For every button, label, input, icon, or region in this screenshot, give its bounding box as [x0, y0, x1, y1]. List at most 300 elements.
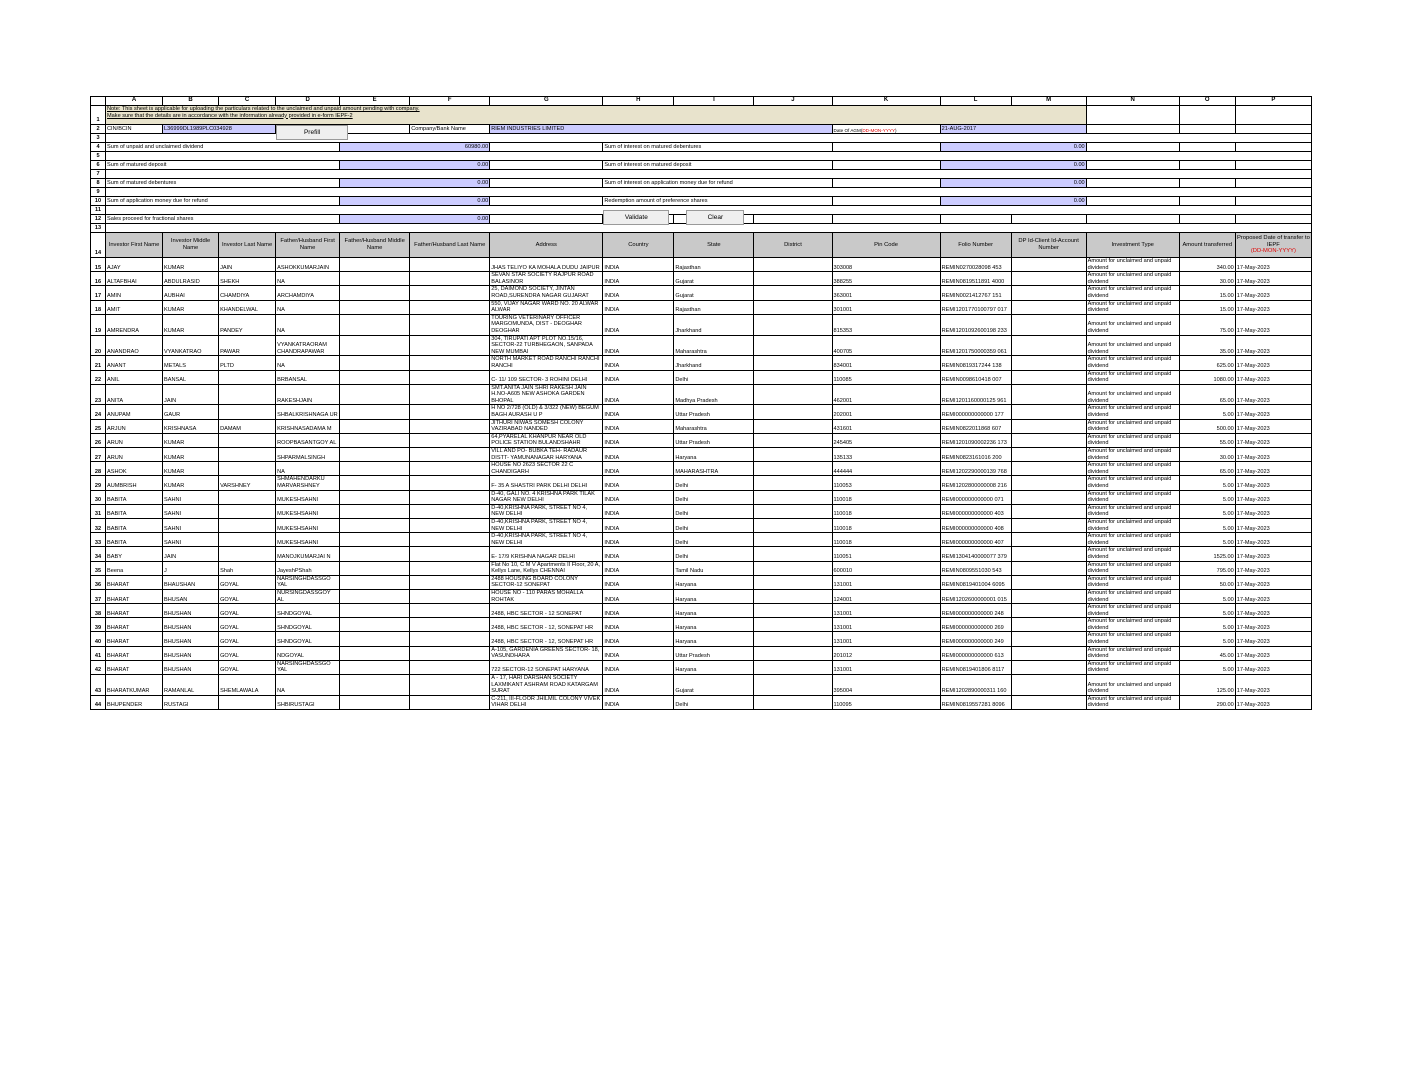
cell-folio-number[interactable]: REMI1304140000077 379	[940, 547, 1011, 561]
cell-investment-type[interactable]: Amount for unclaimed and unpaid dividend	[1086, 504, 1179, 518]
cell-proposed-date[interactable]: 17-May-2023	[1235, 695, 1311, 709]
row-number[interactable]: 10	[91, 197, 106, 206]
header-investment-type[interactable]: Investment Type	[1086, 233, 1179, 258]
row-number[interactable]: 21	[91, 356, 106, 370]
cell-pin-code[interactable]: 110018	[832, 504, 940, 518]
cell-amount-transferred[interactable]: 35.00	[1179, 335, 1235, 356]
cell-proposed-date[interactable]: 17-May-2023	[1235, 286, 1311, 300]
row-number[interactable]: 18	[91, 300, 106, 314]
cell-state[interactable]: Haryana	[674, 575, 754, 589]
cell-amount-transferred[interactable]: 75.00	[1179, 314, 1235, 335]
cell-father-first-name[interactable]: SHBALKRISHNAGA UR	[276, 405, 340, 419]
cell-investment-type[interactable]: Amount for unclaimed and unpaid dividend	[1086, 646, 1179, 660]
blank-row[interactable]	[106, 188, 1312, 197]
row-number[interactable]: 31	[91, 504, 106, 518]
cell-pin-code[interactable]: 431601	[832, 419, 940, 433]
cell-investor-first-name[interactable]: BHARAT	[106, 632, 163, 646]
cell[interactable]	[1179, 143, 1235, 152]
cell-father-first-name[interactable]: BRBANSAL	[276, 370, 340, 384]
row-number[interactable]: 36	[91, 575, 106, 589]
cell[interactable]	[1086, 197, 1179, 206]
cell-amount-transferred[interactable]: 5.00	[1179, 518, 1235, 532]
cell-address[interactable]: SEVAN STAR SOCIETY RAJPUR ROAD BALASINOR	[490, 272, 603, 286]
cell-father-last-name[interactable]	[410, 547, 490, 561]
row-number[interactable]: 41	[91, 646, 106, 660]
cell[interactable]	[1086, 143, 1179, 152]
cell[interactable]	[1235, 161, 1311, 170]
cell-investor-middle-name[interactable]: BHUSHAN	[163, 660, 219, 674]
cell-district[interactable]	[754, 675, 832, 696]
cell-investor-first-name[interactable]: ARUN	[106, 448, 163, 462]
header-amount-transferred[interactable]: Amount transferred	[1179, 233, 1235, 258]
cell-investor-first-name[interactable]: AUMBRISH	[106, 476, 163, 490]
cell-investor-middle-name[interactable]: RAMANLAL	[163, 675, 219, 696]
column-header[interactable]: E	[340, 97, 410, 106]
cell-investor-last-name[interactable]: KHANDELWAL	[219, 300, 276, 314]
cell-dp-client-id[interactable]	[1011, 405, 1086, 419]
cell-address[interactable]: JITHURI NIWAS SOMESH COLONY VAZIRABAD NANDED	[490, 419, 603, 433]
cell-pin-code[interactable]: 110095	[832, 695, 940, 709]
cell-father-first-name[interactable]: SHBIRUSTAGI	[276, 695, 340, 709]
cell-investor-last-name[interactable]: GOYAL	[219, 604, 276, 618]
cell-investment-type[interactable]: Amount for unclaimed and unpaid dividend	[1086, 675, 1179, 696]
cin-input[interactable]: L36999DL1989PLC034928	[163, 125, 276, 134]
cell-dp-client-id[interactable]	[1011, 433, 1086, 447]
cell-address[interactable]: HOUSE NO 2623 SECTOR 22 C CHANDIGARH	[490, 462, 603, 476]
cell-investor-last-name[interactable]	[219, 448, 276, 462]
cell-amount-transferred[interactable]: 30.00	[1179, 448, 1235, 462]
cell-amount-transferred[interactable]: 290.00	[1179, 695, 1235, 709]
cell-investor-last-name[interactable]: JAIN	[219, 258, 276, 272]
cell-dp-client-id[interactable]	[1011, 314, 1086, 335]
cell[interactable]	[1235, 106, 1311, 125]
cell-folio-number[interactable]: REMIN0819511891 4000	[940, 272, 1011, 286]
cell-country[interactable]: INDIA	[603, 448, 674, 462]
cell-father-middle-name[interactable]	[340, 675, 410, 696]
row-number[interactable]: 14	[91, 233, 106, 258]
cell-investor-first-name[interactable]: ARUN	[106, 433, 163, 447]
row-number[interactable]: 7	[91, 170, 106, 179]
cell-investor-last-name[interactable]: GOYAL	[219, 575, 276, 589]
cell-folio-number[interactable]: REMI1202800000008 216	[940, 476, 1011, 490]
cell-dp-client-id[interactable]	[1011, 575, 1086, 589]
cell-investment-type[interactable]: Amount for unclaimed and unpaid dividend	[1086, 618, 1179, 632]
cell-pin-code[interactable]: 201012	[832, 646, 940, 660]
cell-dp-client-id[interactable]	[1011, 272, 1086, 286]
cell-proposed-date[interactable]: 17-May-2023	[1235, 462, 1311, 476]
cell-address[interactable]: 550, VIJAY NAGAR WARD NO. 20 ALWAR ALWAR	[490, 300, 603, 314]
cell-amount-transferred[interactable]: 5.00	[1179, 589, 1235, 603]
cell-investor-first-name[interactable]: AMIN	[106, 286, 163, 300]
cell-district[interactable]	[754, 547, 832, 561]
blank-row[interactable]	[106, 152, 1312, 161]
header-state[interactable]: State	[674, 233, 754, 258]
cell-father-middle-name[interactable]	[340, 370, 410, 384]
cell[interactable]	[1086, 106, 1179, 125]
cell-investor-middle-name[interactable]: RUSTAGI	[163, 695, 219, 709]
sum-interest-deposit-value[interactable]: 0.00	[940, 161, 1086, 170]
cell-investor-first-name[interactable]: ASHOK	[106, 462, 163, 476]
cell-father-middle-name[interactable]	[340, 547, 410, 561]
cell-address[interactable]: D-40,KRISHNA PARK, STREET NO 4, NEW DELHI	[490, 504, 603, 518]
cell-country[interactable]: INDIA	[603, 300, 674, 314]
cell-dp-client-id[interactable]	[1011, 258, 1086, 272]
cell-district[interactable]	[754, 448, 832, 462]
sum-interest-debentures-value[interactable]: 0.00	[940, 143, 1086, 152]
cell-investor-first-name[interactable]: BHARAT	[106, 604, 163, 618]
cell-father-last-name[interactable]	[410, 604, 490, 618]
row-number[interactable]: 40	[91, 632, 106, 646]
header-district[interactable]: District	[754, 233, 832, 258]
cell-district[interactable]	[754, 490, 832, 504]
cell-folio-number[interactable]: REMI000000000000 407	[940, 533, 1011, 547]
cell-father-last-name[interactable]	[410, 646, 490, 660]
cell-dp-client-id[interactable]	[1011, 286, 1086, 300]
cell-investor-last-name[interactable]: PAWAR	[219, 335, 276, 356]
row-number[interactable]: 30	[91, 490, 106, 504]
cell-state[interactable]: Delhi	[674, 695, 754, 709]
cell-district[interactable]	[754, 300, 832, 314]
cell-father-last-name[interactable]	[410, 356, 490, 370]
cell-investment-type[interactable]: Amount for unclaimed and unpaid dividend	[1086, 405, 1179, 419]
cell-father-first-name[interactable]: NA	[276, 300, 340, 314]
cell-father-last-name[interactable]	[410, 518, 490, 532]
cell-investor-first-name[interactable]: BABITA	[106, 490, 163, 504]
cell-proposed-date[interactable]: 17-May-2023	[1235, 370, 1311, 384]
cell-address[interactable]: 2488 HOUSING BOARD COLONY SECTOR-12 SONEPAT	[490, 575, 603, 589]
cell-investor-first-name[interactable]: ANIL	[106, 370, 163, 384]
cell[interactable]	[832, 143, 940, 152]
cell-folio-number[interactable]: REMIN0021412767 151	[940, 286, 1011, 300]
cell-address[interactable]: 2488, HBC SECTOR - 12 SONEPAT	[490, 604, 603, 618]
row-number[interactable]: 13	[91, 224, 106, 233]
cell-folio-number[interactable]: REMIN0819557281 8096	[940, 695, 1011, 709]
cell-dp-client-id[interactable]	[1011, 618, 1086, 632]
cell-folio-number[interactable]: REMI000000000000 248	[940, 604, 1011, 618]
cell-father-last-name[interactable]	[410, 476, 490, 490]
cell-father-first-name[interactable]: MUKESHSAHNI	[276, 518, 340, 532]
column-header[interactable]: L	[940, 97, 1011, 106]
cell-father-last-name[interactable]	[410, 632, 490, 646]
cell-investor-last-name[interactable]: VARSHNEY	[219, 476, 276, 490]
header-investor-middle-name[interactable]: Investor Middle Name	[163, 233, 219, 258]
cell-state[interactable]: Madhya Pradesh	[674, 384, 754, 405]
cell-father-middle-name[interactable]	[340, 462, 410, 476]
agm-date-input[interactable]: 21-AUG-2017	[940, 125, 1086, 134]
cell-country[interactable]: INDIA	[603, 419, 674, 433]
cell-investment-type[interactable]: Amount for unclaimed and unpaid dividend	[1086, 490, 1179, 504]
cell[interactable]	[1235, 215, 1311, 224]
redemption-preference-value[interactable]: 0.00	[940, 197, 1086, 206]
column-header[interactable]: K	[832, 97, 940, 106]
cell-pin-code[interactable]: 301001	[832, 300, 940, 314]
cell-folio-number[interactable]: REMI1202600000001 015	[940, 589, 1011, 603]
cell-father-middle-name[interactable]	[340, 300, 410, 314]
sum-matured-debentures-value[interactable]: 0.00	[340, 179, 490, 188]
cell-state[interactable]: Jharkhand	[674, 314, 754, 335]
row-number[interactable]: 37	[91, 589, 106, 603]
cell-amount-transferred[interactable]: 5.00	[1179, 533, 1235, 547]
cell-father-first-name[interactable]: MUKESHSAHNI	[276, 504, 340, 518]
cell-investor-last-name[interactable]: PLTD	[219, 356, 276, 370]
cell-folio-number[interactable]: REMI1202290000139 768	[940, 462, 1011, 476]
cell-state[interactable]: Uttar Pradesh	[674, 433, 754, 447]
header-investor-last-name[interactable]: Investor Last Name	[219, 233, 276, 258]
cell-father-middle-name[interactable]	[340, 286, 410, 300]
cell-father-middle-name[interactable]	[340, 433, 410, 447]
cell-father-first-name[interactable]: NA	[276, 356, 340, 370]
cell-state[interactable]: Delhi	[674, 370, 754, 384]
cell-dp-client-id[interactable]	[1011, 589, 1086, 603]
cell-investor-first-name[interactable]: Beena	[106, 561, 163, 575]
cell-pin-code[interactable]: 124001	[832, 589, 940, 603]
cell-folio-number[interactable]: REMI000000000000 249	[940, 632, 1011, 646]
cell-address[interactable]: TOURING VETERINARY OFFICER MARGOMUNDA, DIST - DEOGHAR DEOGHAR	[490, 314, 603, 335]
cell[interactable]	[1086, 161, 1179, 170]
cell[interactable]	[490, 215, 603, 224]
corner-cell[interactable]	[91, 97, 106, 106]
cell-dp-client-id[interactable]	[1011, 356, 1086, 370]
cell-investor-middle-name[interactable]: JAIN	[163, 547, 219, 561]
cell-father-last-name[interactable]	[410, 618, 490, 632]
row-number[interactable]: 2	[91, 125, 106, 134]
column-header[interactable]: B	[163, 97, 219, 106]
cell-proposed-date[interactable]: 17-May-2023	[1235, 547, 1311, 561]
cell-proposed-date[interactable]: 17-May-2023	[1235, 561, 1311, 575]
cell-amount-transferred[interactable]: 125.00	[1179, 675, 1235, 696]
cell-father-last-name[interactable]	[410, 448, 490, 462]
company-name-input[interactable]: RIEM INDUSTRIES LIMITED	[490, 125, 832, 134]
row-number[interactable]: 32	[91, 518, 106, 532]
cell-country[interactable]: INDIA	[603, 604, 674, 618]
cell-amount-transferred[interactable]: 5.00	[1179, 660, 1235, 674]
cell-investor-middle-name[interactable]: AUBHAI	[163, 286, 219, 300]
cell-amount-transferred[interactable]: 1080.00	[1179, 370, 1235, 384]
cell-country[interactable]: INDIA	[603, 589, 674, 603]
cell-state[interactable]: Haryana	[674, 660, 754, 674]
cell-pin-code[interactable]: 110085	[832, 370, 940, 384]
cell-pin-code[interactable]: 131001	[832, 575, 940, 589]
cell-pin-code[interactable]: 110053	[832, 476, 940, 490]
cell-proposed-date[interactable]: 17-May-2023	[1235, 604, 1311, 618]
cell[interactable]	[1235, 125, 1311, 134]
cell-investor-last-name[interactable]: SHEMLAWALA	[219, 675, 276, 696]
cell-investor-first-name[interactable]: BHARATKUMAR	[106, 675, 163, 696]
cell-state[interactable]: Uttar Pradesh	[674, 405, 754, 419]
cell-father-last-name[interactable]	[410, 286, 490, 300]
cell-investment-type[interactable]: Amount for unclaimed and unpaid dividend	[1086, 660, 1179, 674]
cell[interactable]	[1011, 215, 1086, 224]
cell-pin-code[interactable]: 388255	[832, 272, 940, 286]
cell-country[interactable]: INDIA	[603, 618, 674, 632]
cell-country[interactable]: INDIA	[603, 504, 674, 518]
cell-investor-middle-name[interactable]: KUMAR	[163, 476, 219, 490]
cell-pin-code[interactable]: 110018	[832, 533, 940, 547]
cell-father-last-name[interactable]	[410, 504, 490, 518]
cell[interactable]	[1235, 179, 1311, 188]
cell-dp-client-id[interactable]	[1011, 462, 1086, 476]
cell-proposed-date[interactable]: 17-May-2023	[1235, 433, 1311, 447]
cell-pin-code[interactable]: 110051	[832, 547, 940, 561]
cell-proposed-date[interactable]: 17-May-2023	[1235, 660, 1311, 674]
cell-amount-transferred[interactable]: 5.00	[1179, 604, 1235, 618]
cell-proposed-date[interactable]: 17-May-2023	[1235, 618, 1311, 632]
column-header[interactable]: F	[410, 97, 490, 106]
cell-investor-middle-name[interactable]: BHAUSHAN	[163, 575, 219, 589]
cell-investor-first-name[interactable]: ANITA	[106, 384, 163, 405]
cell-address[interactable]: C- 11/ 109 SECTOR- 3 ROHINI DELHI	[490, 370, 603, 384]
cell-investor-last-name[interactable]: GOYAL	[219, 618, 276, 632]
cell-father-middle-name[interactable]	[340, 533, 410, 547]
validate-button[interactable]: Validate	[603, 210, 669, 225]
cell-district[interactable]	[754, 589, 832, 603]
column-header[interactable]: H	[603, 97, 674, 106]
prefill-button[interactable]: Prefill	[276, 125, 348, 140]
cell-country[interactable]: INDIA	[603, 533, 674, 547]
cell-father-last-name[interactable]	[410, 370, 490, 384]
cell-proposed-date[interactable]: 17-May-2023	[1235, 476, 1311, 490]
cell-dp-client-id[interactable]	[1011, 646, 1086, 660]
cell-father-first-name[interactable]: KRISHNASADAMA M	[276, 419, 340, 433]
cell-dp-client-id[interactable]	[1011, 419, 1086, 433]
cell[interactable]	[1086, 215, 1179, 224]
cell-pin-code[interactable]: 444444	[832, 462, 940, 476]
cell-dp-client-id[interactable]	[1011, 370, 1086, 384]
cell-father-first-name[interactable]: RAKESHJAIN	[276, 384, 340, 405]
cell-investor-first-name[interactable]: ANANDRAO	[106, 335, 163, 356]
cell-amount-transferred[interactable]: 45.00	[1179, 646, 1235, 660]
cell-country[interactable]: INDIA	[603, 462, 674, 476]
header-father-middle-name[interactable]: Father/Husband Middle Name	[340, 233, 410, 258]
cell-investor-middle-name[interactable]: BHUSAN	[163, 589, 219, 603]
cell-father-middle-name[interactable]	[340, 504, 410, 518]
cell-investor-first-name[interactable]: BHARAT	[106, 589, 163, 603]
cell-investor-middle-name[interactable]: METALS	[163, 356, 219, 370]
row-number[interactable]: 9	[91, 188, 106, 197]
cell-pin-code[interactable]: 131001	[832, 604, 940, 618]
cell-address[interactable]: HOUSE NO - 110 PARAS MOHALLA ROHTAK	[490, 589, 603, 603]
cell-district[interactable]	[754, 405, 832, 419]
cell-investor-middle-name[interactable]: BHUSHAN	[163, 604, 219, 618]
cell-investor-last-name[interactable]	[219, 490, 276, 504]
cell-district[interactable]	[754, 632, 832, 646]
cell-investor-middle-name[interactable]: KUMAR	[163, 314, 219, 335]
cell-dp-client-id[interactable]	[1011, 604, 1086, 618]
cell-proposed-date[interactable]: 17-May-2023	[1235, 448, 1311, 462]
cell-father-first-name[interactable]: NA	[276, 462, 340, 476]
cell-investor-middle-name[interactable]: SAHNI	[163, 504, 219, 518]
cell-state[interactable]: Gujarat	[674, 675, 754, 696]
cell-amount-transferred[interactable]: 65.00	[1179, 462, 1235, 476]
cell[interactable]	[1086, 179, 1179, 188]
row-number[interactable]: 23	[91, 384, 106, 405]
cell-address[interactable]: VILL AND PO- BUBKA TEH- RADAUR DISTT- YAMUNANAGAR HARYANA	[490, 448, 603, 462]
cell-father-first-name[interactable]: SHNDGOYAL	[276, 618, 340, 632]
cell-father-last-name[interactable]	[410, 433, 490, 447]
header-father-last-name[interactable]: Father/Husband Last Name	[410, 233, 490, 258]
cell-state[interactable]: Uttar Pradesh	[674, 646, 754, 660]
cell-father-first-name[interactable]: NURSINGDASSGOY AL	[276, 589, 340, 603]
cell-investor-last-name[interactable]: SHEKH	[219, 272, 276, 286]
cell-investor-first-name[interactable]: ALTAFBHAI	[106, 272, 163, 286]
cell-investor-first-name[interactable]: BABITA	[106, 533, 163, 547]
cell-folio-number[interactable]: REMIN0098610418 007	[940, 370, 1011, 384]
cell-pin-code[interactable]: 815353	[832, 314, 940, 335]
column-header[interactable]: D	[276, 97, 340, 106]
row-number[interactable]: 33	[91, 533, 106, 547]
cell-country[interactable]: INDIA	[603, 561, 674, 575]
row-number[interactable]: 34	[91, 547, 106, 561]
cell-father-middle-name[interactable]	[340, 646, 410, 660]
cell[interactable]	[490, 179, 603, 188]
cell-proposed-date[interactable]: 17-May-2023	[1235, 300, 1311, 314]
column-header[interactable]: M	[1011, 97, 1086, 106]
cell[interactable]	[832, 215, 940, 224]
cell-amount-transferred[interactable]: 500.00	[1179, 419, 1235, 433]
cell-pin-code[interactable]: 131001	[832, 632, 940, 646]
cell-district[interactable]	[754, 695, 832, 709]
cell-father-last-name[interactable]	[410, 462, 490, 476]
cell-father-last-name[interactable]	[410, 314, 490, 335]
cell-investment-type[interactable]: Amount for unclaimed and unpaid dividend	[1086, 300, 1179, 314]
cell-father-last-name[interactable]	[410, 675, 490, 696]
cell-state[interactable]: Haryana	[674, 448, 754, 462]
cell-pin-code[interactable]: 110018	[832, 518, 940, 532]
cell-father-last-name[interactable]	[410, 335, 490, 356]
cell[interactable]	[1235, 197, 1311, 206]
cell-investor-middle-name[interactable]: BANSAL	[163, 370, 219, 384]
cell-folio-number[interactable]: REMI1201770100797 017	[940, 300, 1011, 314]
cell-investor-middle-name[interactable]: KUMAR	[163, 433, 219, 447]
cell-dp-client-id[interactable]	[1011, 695, 1086, 709]
cell-address[interactable]: 2488, HBC SECTOR - 12, SONEPAT HR	[490, 632, 603, 646]
column-header[interactable]: J	[754, 97, 832, 106]
cell-investor-last-name[interactable]: GOYAL	[219, 646, 276, 660]
cell-address[interactable]: D-40,KRISHNA PARK, STREET NO 4, NEW DELHI	[490, 518, 603, 532]
cell-father-first-name[interactable]: NA	[276, 314, 340, 335]
cell-investment-type[interactable]: Amount for unclaimed and unpaid dividend	[1086, 575, 1179, 589]
row-number[interactable]: 27	[91, 448, 106, 462]
cell[interactable]	[1179, 106, 1235, 125]
cell-district[interactable]	[754, 575, 832, 589]
row-number[interactable]: 42	[91, 660, 106, 674]
cell-father-last-name[interactable]	[410, 272, 490, 286]
cell-investor-first-name[interactable]: AMIT	[106, 300, 163, 314]
cell-address[interactable]: D-40, GALI NO. 4 KRISHNA PARK TILAK NAGAR NEW DELHI	[490, 490, 603, 504]
cell-dp-client-id[interactable]	[1011, 547, 1086, 561]
cell-folio-number[interactable]: REMI000000000000 269	[940, 618, 1011, 632]
cell-folio-number[interactable]: REMI000000000000 403	[940, 504, 1011, 518]
cell-investor-middle-name[interactable]: J	[163, 561, 219, 575]
cell-investor-last-name[interactable]	[219, 504, 276, 518]
cell-investor-middle-name[interactable]: ABDULRASID	[163, 272, 219, 286]
cell-father-middle-name[interactable]	[340, 405, 410, 419]
row-number[interactable]: 20	[91, 335, 106, 356]
cell-address[interactable]: H NO 2/728 (OLD) & 3/322 (NEW) BEGUM BAGH AURASH U P	[490, 405, 603, 419]
cell-country[interactable]: INDIA	[603, 405, 674, 419]
cell-pin-code[interactable]: 600010	[832, 561, 940, 575]
sum-interest-refund-value[interactable]: 0.00	[940, 179, 1086, 188]
cell-amount-transferred[interactable]: 5.00	[1179, 405, 1235, 419]
cell-father-middle-name[interactable]	[340, 518, 410, 532]
cell-folio-number[interactable]: REMI1202890000311 160	[940, 675, 1011, 696]
cell-country[interactable]: INDIA	[603, 258, 674, 272]
cell-address[interactable]: E- 17/9 KRISHNA NAGAR DELHI	[490, 547, 603, 561]
cell-state[interactable]: MAHARASHTRA	[674, 462, 754, 476]
cell-district[interactable]	[754, 419, 832, 433]
cell-father-middle-name[interactable]	[340, 490, 410, 504]
cell-amount-transferred[interactable]: 5.00	[1179, 618, 1235, 632]
